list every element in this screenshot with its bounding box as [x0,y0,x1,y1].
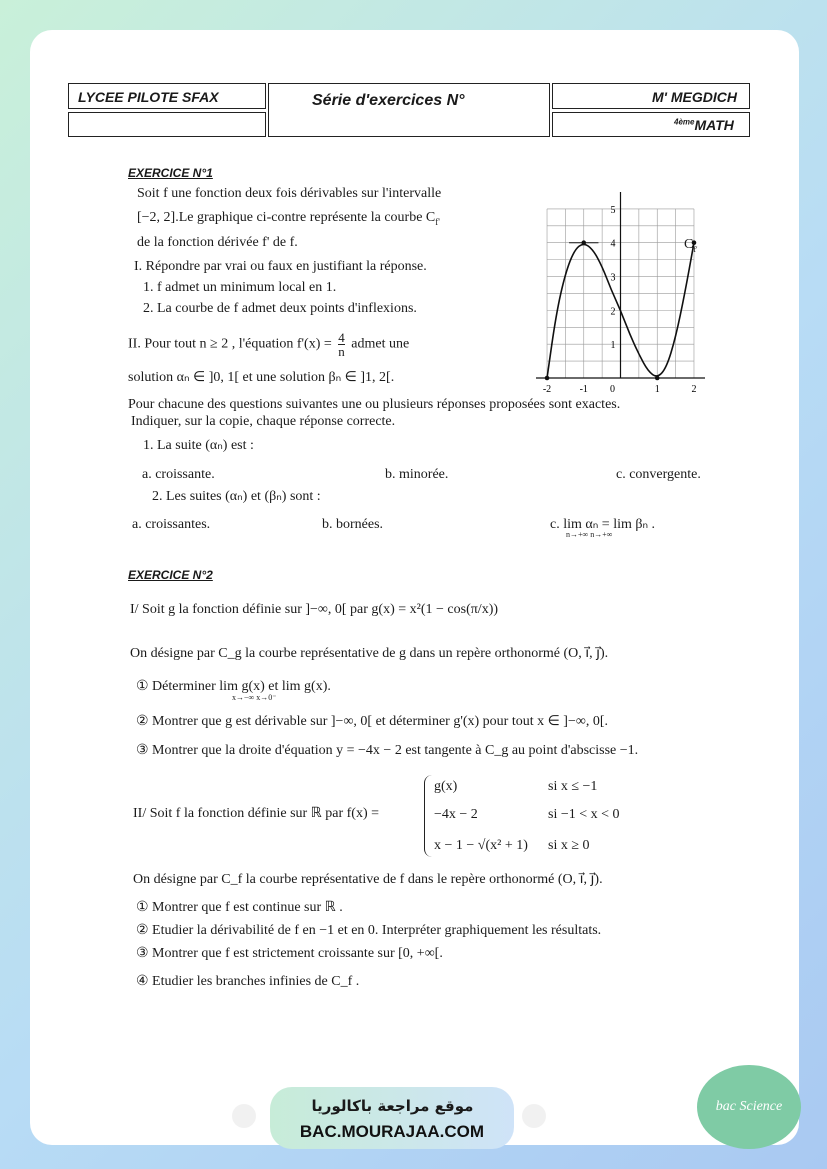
ex1-part1: I. Répondre par vrai ou faux en justifiant la réponse. [134,259,427,274]
x-tick-label: -2 [542,384,552,395]
site-logo-left [232,1104,256,1128]
x-tick-label: 1 [654,384,660,395]
ex2-curve-cf: On désigne par C_f la courbe représentative de f dans le repère orthonormé (O, i⃗, j⃗). [133,872,603,887]
ex1-q2-c-limits: n→+∞ n→+∞ [566,530,613,539]
piece2-cond: si −1 < x < 0 [548,807,620,822]
y-tick-label: 4 [610,238,616,250]
curve-point [545,376,550,381]
ex1-instructions1: Pour chacune des questions suivantes une ou plusieurs réponses proposées sont exactes. [128,397,621,412]
ex2-ii-q1: ① Montrer que f est continue sur ℝ . [136,900,343,915]
piecewise-brace [424,775,433,857]
x-tick-label: 2 [691,384,697,395]
ex1-q2-a: a. croissantes. [132,517,211,532]
header-empty-box [68,112,266,137]
footer-arabic: موقع مراجعة باكالوريا [311,1097,474,1115]
y-tick-label: 3 [610,272,616,284]
ex2-q1-limits: x→−∞ x→0⁻ [232,693,277,702]
ex1-q-i2: 2. La courbe de f admet deux points d'inflexions. [143,301,417,316]
ex1-q1-a: a. croissante. [142,467,215,482]
ex1-q2-c: c. lim αₙ = lim βₙ . [550,517,656,532]
ex2-ii-q3: ③ Montrer que f est strictement croissante sur [0, +∞[. [136,946,443,961]
piece1-expr: g(x) [434,779,458,794]
school-name: LYCEE PILOTE SFAX [78,89,219,105]
ex2-q3: ③ Montrer que la droite d'équation y = −4x − 2 est tangente à C_g au point d'abscisse −1. [136,743,639,758]
ex1-q1-b: b. minorée. [385,467,449,482]
exercise-1-title: EXERCICE N°1 [128,166,213,180]
curve-label: $C_{f'}$ [684,237,698,254]
teacher-name: M' MEGDICH [652,89,737,105]
x-tick-label: -1 [579,384,588,395]
ex1-q1: 1. La suite (αₙ) est : [143,438,254,453]
ex2-ii-q4: ④ Etudier les branches infinies de C_f . [136,974,360,989]
y-tick-label: 5 [610,204,616,216]
bac-science-badge: bac Science [697,1065,801,1149]
ex2-q1: ① Déterminer lim g(x) et lim g(x). [136,679,331,694]
ex1-solutions: solution αₙ ∈ ]0, 1[ et une solution βₙ ∈ ]1, 2[. [128,370,395,385]
ex1-line2: [−2, 2].Le graphique ci-contre représente la courbe $C_{f'}$ [137,210,440,227]
piece3-expr: x − 1 − √(x² + 1) [434,838,528,853]
class-label: $^{4ème}$MATH [674,117,734,133]
y-tick-label: 2 [610,306,616,318]
piece1-cond: si x ≤ −1 [548,779,598,794]
site-logo-right [522,1104,546,1128]
ex1-line3: de la fonction dérivée f' de f. [137,235,298,250]
ex2-curve-cg: On désigne par C_g la courbe représentative de g dans un repère orthonormé (O, i⃗, j⃗). [130,646,609,661]
exercise-2-title: EXERCICE N°2 [128,568,213,582]
graph-axes [536,192,705,378]
ex1-q2: 2. Les suites (αₙ) et (βₙ) sont : [152,489,321,504]
footer-site-link[interactable]: BAC.MOURAJAA.COM [299,1122,485,1141]
ex2-part2-def: II/ Soit f la fonction définie sur ℝ par f(x) = [133,806,380,821]
ex1-line1: Soit f une fonction deux fois dérivables sur l'intervalle [137,186,442,201]
y-tick-label: 1 [610,340,616,352]
ex2-part1-def: I/ Soit g la fonction définie sur ]−∞, 0[ par g(x) = x²(1 − cos(π/x)) [130,602,499,617]
ex2-ii-q2: ② Etudier la dérivabilité de f en −1 et en 0. Interpréter graphiquement les résultats. [136,923,602,938]
derivative-graph [528,186,713,396]
ex1-q2-b: b. bornées. [322,517,384,532]
ex1-part2-line: II. Pour tout n ≥ 2 , l'équation f'(x) = $\frac{4}{n}$ admet une [128,330,410,359]
piece2-expr: −4x − 2 [434,807,478,822]
x-tick-label: 0 [610,384,615,395]
piece3-cond: si x ≥ 0 [548,838,590,853]
ex1-q1-c: c. convergente. [616,467,701,482]
ex1-q-i1: 1. f admet un minimum local en 1. [143,280,337,295]
ex1-instructions2: Indiquer, sur la copie, chaque réponse correcte. [131,414,396,429]
ex2-q2: ② Montrer que g est dérivable sur ]−∞, 0[ et déterminer g'(x) pour tout x ∈ ]−∞, 0[. [136,714,609,729]
sheet-title: Série d'exercices N° [312,92,465,109]
